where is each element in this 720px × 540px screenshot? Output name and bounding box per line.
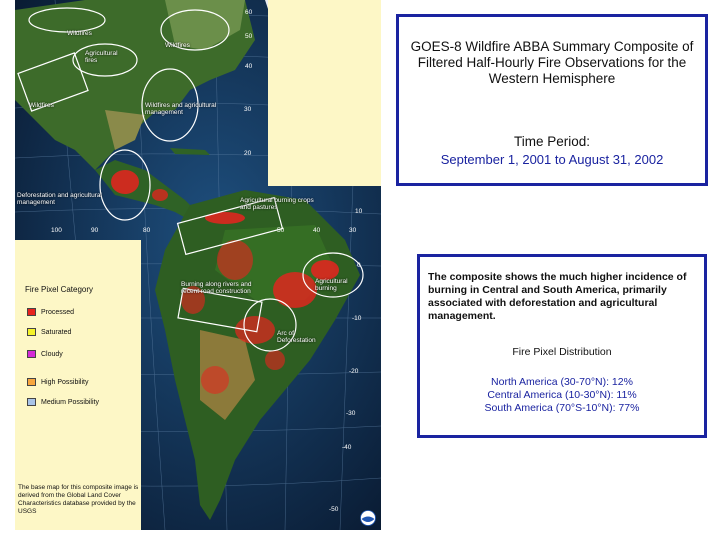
- lon-label: 30: [349, 227, 357, 234]
- legend-swatch: [27, 308, 36, 316]
- info-box: [417, 254, 707, 438]
- legend-swatch: [27, 378, 36, 386]
- label-agricultural-burning: Agricultural burning: [315, 278, 348, 292]
- legend-panel: [15, 240, 141, 530]
- lon-label: 90: [91, 227, 99, 234]
- info-text: The composite shows the much higher incidence of burning in Central and South America, primarily associated with deforestation and agricultural management.: [428, 271, 687, 322]
- legend-item-cloudy: [27, 350, 63, 358]
- lon-label: 80: [143, 227, 151, 234]
- lon-label: 40: [313, 227, 321, 234]
- lat-label: 10: [355, 208, 363, 215]
- lat-label: -30: [346, 410, 356, 417]
- legend-item-processed: [27, 308, 74, 316]
- legend-item-medium-possibility: [27, 398, 99, 406]
- legend-label: Saturated: [41, 328, 72, 336]
- legend-title: Fire Pixel Category: [25, 285, 94, 294]
- lat-label: 0: [357, 262, 361, 269]
- legend-label: Processed: [41, 308, 75, 316]
- legend-swatch: [27, 350, 36, 358]
- label-wildfires-n: Wildfires: [165, 42, 190, 49]
- legend-item-saturated: [27, 328, 71, 336]
- legend-item-high-possibility: [27, 378, 88, 386]
- label-wildfires-nw: Wildfires: [67, 30, 92, 37]
- distribution-title: Fire Pixel Distribution: [512, 346, 612, 358]
- lat-label: -20: [349, 368, 359, 375]
- noaa-logo-icon: [360, 510, 376, 526]
- label-deforestation-agricultural: Deforestation and agricultural management: [17, 192, 102, 206]
- lat-label: -40: [342, 444, 352, 451]
- lat-label: -10: [352, 315, 362, 322]
- lat-label: 20: [244, 150, 252, 157]
- map-corner-fill: [268, 0, 381, 186]
- title-box: [396, 14, 708, 186]
- label-wildfires-w: Wildfires: [29, 102, 54, 109]
- distribution-row: Central America (10-30°N): 11%: [487, 389, 637, 401]
- label-agricultural-burning-crops: Agricultural burning crops and pastures: [240, 197, 314, 211]
- lat-label: 40: [245, 63, 253, 70]
- distribution-row: North America (30-70°N): 12%: [491, 376, 633, 388]
- source-note: The base map for this composite image is derived from the Global Land Cover Characteristics database provided by the USGS: [18, 484, 139, 515]
- distribution-row: South America (70°S-10°N): 77%: [484, 402, 640, 414]
- page-title: GOES-8 Wildfire ABBA Summary Composite of Filtered Half-Hourly Fire Observations for the Western Hemisphere: [410, 39, 694, 86]
- lat-label: 60: [245, 9, 253, 16]
- legend-swatch: [27, 328, 36, 336]
- legend-label: High Possibility: [41, 378, 89, 386]
- lon-label: 100: [51, 227, 62, 234]
- time-period-label: Time Period:: [513, 134, 591, 149]
- label-arc-of-deforestation: Arc of Deforestation: [277, 330, 316, 344]
- legend-label: Cloudy: [41, 350, 63, 358]
- lat-label: 50: [245, 33, 253, 40]
- lat-label: 30: [244, 106, 252, 113]
- legend-swatch: [27, 398, 36, 406]
- time-period-value: September 1, 2001 to August 31, 2002: [440, 152, 664, 167]
- lon-label: 50: [277, 227, 285, 234]
- legend-label: Medium Possibility: [41, 398, 99, 406]
- label-burning-along-rivers: Burning along rivers and recent road construction: [181, 281, 252, 295]
- lat-label: -50: [329, 506, 339, 513]
- label-wildfires-agricultural: Wildfires and agricultural management: [145, 102, 217, 116]
- label-agricultural-fires: Agricultural fires: [85, 50, 118, 64]
